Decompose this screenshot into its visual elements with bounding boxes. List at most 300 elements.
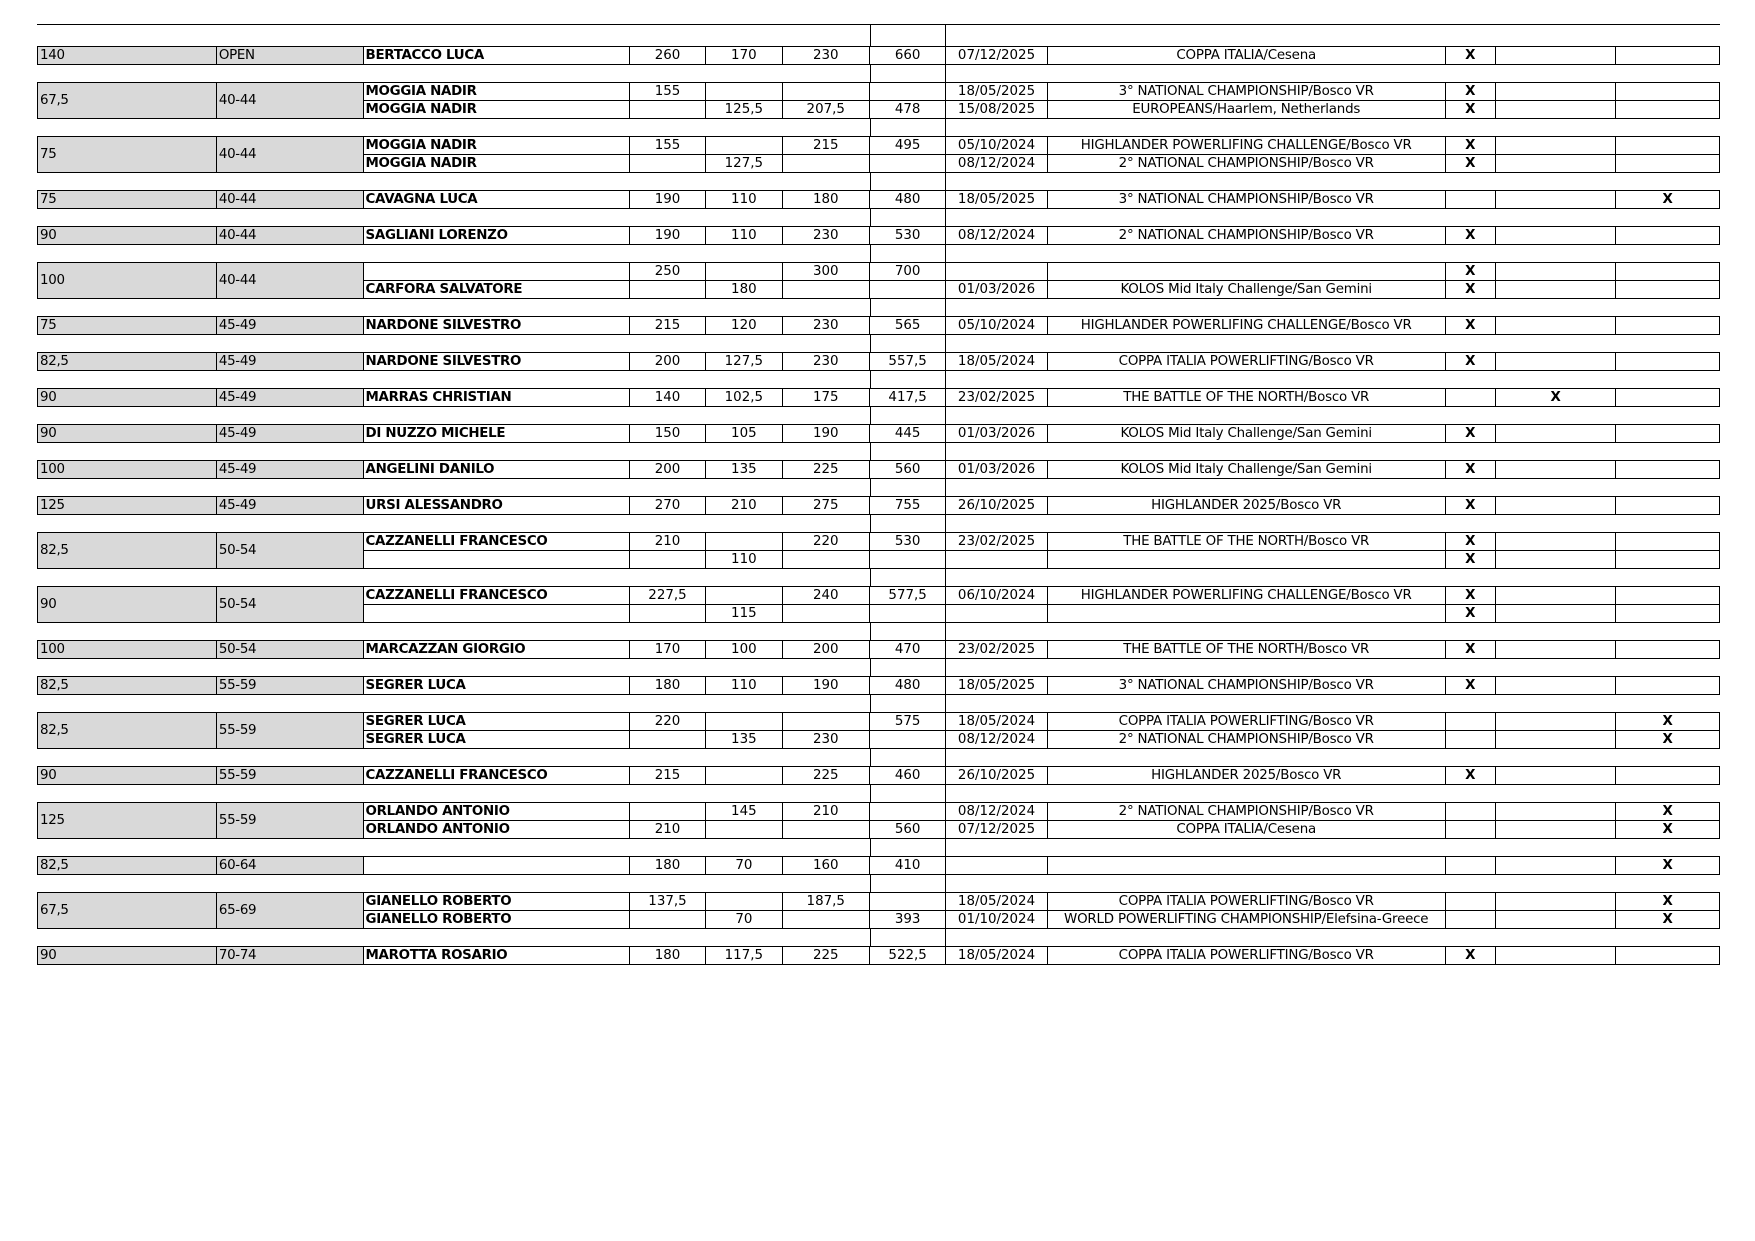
spacer-divider: [870, 173, 871, 190]
deadlift-value: 230: [782, 353, 869, 371]
athlete-name: CAVAGNA LUCA: [363, 191, 629, 209]
spacer-divider: [870, 623, 871, 640]
group-spacer: [37, 443, 1720, 460]
group-spacer: [37, 695, 1720, 712]
record-group: [37, 82, 1720, 119]
spacer-divider: [870, 479, 871, 496]
age-class: 60-64: [216, 857, 363, 875]
mark-col-1: [1445, 803, 1495, 821]
mark-col-1: [1445, 731, 1495, 749]
mark-col-2: [1495, 47, 1616, 65]
mark-col-3: [1616, 155, 1720, 173]
total-value: 417,5: [869, 389, 945, 407]
meet-date: [946, 605, 1047, 623]
spacer-divider: [945, 515, 946, 532]
group-spacer: [37, 569, 1720, 586]
mark-col-1: X: [1445, 641, 1495, 659]
deadlift-value: [782, 83, 869, 101]
spacer-divider: [945, 785, 946, 802]
table-row: [38, 587, 1720, 605]
squat-value: 215: [629, 317, 705, 335]
mark-col-3: [1616, 263, 1720, 281]
mark-col-2: [1495, 353, 1616, 371]
mark-col-3: [1616, 497, 1720, 515]
weight-class: 100: [38, 263, 217, 299]
mark-col-1: X: [1445, 317, 1495, 335]
total-value: 480: [869, 191, 945, 209]
meet-date: 15/08/2025: [946, 101, 1047, 119]
age-class: OPEN: [216, 47, 363, 65]
athlete-name: SEGRER LUCA: [363, 677, 629, 695]
squat-value: [629, 731, 705, 749]
bench-value: 127,5: [706, 353, 782, 371]
spacer-divider: [870, 515, 871, 532]
record-group: [37, 46, 1720, 65]
mark-col-1: X: [1445, 281, 1495, 299]
mark-col-2: [1495, 533, 1616, 551]
mark-col-3: [1616, 533, 1720, 551]
weight-class: 100: [38, 641, 217, 659]
mark-col-2: [1495, 101, 1616, 119]
age-class: 55-59: [216, 677, 363, 695]
age-class: 55-59: [216, 803, 363, 839]
squat-value: 137,5: [629, 893, 705, 911]
mark-col-3: X: [1616, 731, 1720, 749]
squat-value: 215: [629, 767, 705, 785]
age-class: 40-44: [216, 227, 363, 245]
athlete-name: DI NUZZO MICHELE: [363, 425, 629, 443]
athlete-name: [363, 857, 629, 875]
mark-col-2: X: [1495, 389, 1616, 407]
bench-value: 102,5: [706, 389, 782, 407]
age-class: 50-54: [216, 533, 363, 569]
record-group: [37, 676, 1720, 695]
bench-value: 180: [706, 281, 782, 299]
group-spacer: [37, 245, 1720, 262]
deadlift-value: 200: [782, 641, 869, 659]
record-group: [37, 352, 1720, 371]
competition-name: 3° NATIONAL CHAMPIONSHIP/Bosco VR: [1047, 191, 1445, 209]
total-value: 445: [869, 425, 945, 443]
weight-class: 67,5: [38, 83, 217, 119]
record-group: [37, 712, 1720, 749]
weight-class: 82,5: [38, 857, 217, 875]
squat-value: 270: [629, 497, 705, 515]
mark-col-3: [1616, 461, 1720, 479]
weight-class: 75: [38, 191, 217, 209]
meet-date: 18/05/2024: [946, 353, 1047, 371]
weight-class: 82,5: [38, 353, 217, 371]
spacer-divider: [945, 569, 946, 586]
deadlift-value: [782, 551, 869, 569]
age-class: 40-44: [216, 137, 363, 173]
total-value: 480: [869, 677, 945, 695]
total-value: 470: [869, 641, 945, 659]
mark-col-2: [1495, 155, 1616, 173]
meet-date: 18/05/2024: [946, 893, 1047, 911]
athlete-name: [363, 605, 629, 623]
squat-value: [629, 803, 705, 821]
squat-value: [629, 551, 705, 569]
athlete-name: CAZZANELLI FRANCESCO: [363, 533, 629, 551]
mark-col-3: [1616, 551, 1720, 569]
athlete-name: MARCAZZAN GIORGIO: [363, 641, 629, 659]
squat-value: 180: [629, 677, 705, 695]
group-spacer: [37, 749, 1720, 766]
mark-col-3: [1616, 353, 1720, 371]
competition-name: 3° NATIONAL CHAMPIONSHIP/Bosco VR: [1047, 677, 1445, 695]
mark-col-3: X: [1616, 713, 1720, 731]
squat-value: 227,5: [629, 587, 705, 605]
total-value: 560: [869, 821, 945, 839]
competition-name: COPPA ITALIA POWERLIFTING/Bosco VR: [1047, 353, 1445, 371]
mark-col-2: [1495, 227, 1616, 245]
mark-col-3: [1616, 101, 1720, 119]
spacer-divider: [870, 407, 871, 424]
record-group: [37, 226, 1720, 245]
mark-col-3: [1616, 317, 1720, 335]
mark-col-1: X: [1445, 461, 1495, 479]
group-spacer: [37, 875, 1720, 892]
group-spacer: [37, 623, 1720, 640]
total-value: 410: [869, 857, 945, 875]
record-group: [37, 388, 1720, 407]
mark-col-2: [1495, 551, 1616, 569]
weight-class: 125: [38, 497, 217, 515]
record-group: [37, 460, 1720, 479]
record-group: [37, 856, 1720, 875]
meet-date: 01/03/2026: [946, 461, 1047, 479]
competition-name: COPPA ITALIA POWERLIFTING/Bosco VR: [1047, 713, 1445, 731]
spacer-divider: [870, 209, 871, 226]
table-row: [38, 533, 1720, 551]
group-spacer: [37, 371, 1720, 388]
squat-value: 210: [629, 821, 705, 839]
squat-value: 200: [629, 461, 705, 479]
mark-col-2: [1495, 893, 1616, 911]
record-group: [37, 802, 1720, 839]
deadlift-value: 230: [782, 227, 869, 245]
meet-date: 26/10/2025: [946, 767, 1047, 785]
mark-col-1: X: [1445, 551, 1495, 569]
group-spacer: [37, 119, 1720, 136]
mark-col-3: [1616, 641, 1720, 659]
spacer-divider: [870, 299, 871, 316]
spacer-divider: [945, 173, 946, 190]
bench-value: 110: [706, 191, 782, 209]
competition-name: HIGHLANDER POWERLIFING CHALLENGE/Bosco VR: [1047, 587, 1445, 605]
total-value: 495: [869, 137, 945, 155]
mark-col-1: [1445, 911, 1495, 929]
competition-name: 2° NATIONAL CHAMPIONSHIP/Bosco VR: [1047, 731, 1445, 749]
meet-date: 18/05/2025: [946, 677, 1047, 695]
weight-class: 90: [38, 389, 217, 407]
total-value: [869, 731, 945, 749]
mark-col-1: X: [1445, 497, 1495, 515]
spacer-divider: [870, 569, 871, 586]
spacer-divider: [945, 443, 946, 460]
competition-name: COPPA ITALIA POWERLIFTING/Bosco VR: [1047, 947, 1445, 965]
deadlift-value: 230: [782, 731, 869, 749]
mark-col-2: [1495, 587, 1616, 605]
mark-col-3: X: [1616, 821, 1720, 839]
squat-value: [629, 605, 705, 623]
table-row: [38, 227, 1720, 245]
mark-col-1: [1445, 191, 1495, 209]
total-value: 755: [869, 497, 945, 515]
mark-col-2: [1495, 767, 1616, 785]
total-value: 660: [869, 47, 945, 65]
meet-date: [946, 263, 1047, 281]
total-value: [869, 551, 945, 569]
competition-name: KOLOS Mid Italy Challenge/San Gemini: [1047, 425, 1445, 443]
record-group: [37, 532, 1720, 569]
mark-col-3: [1616, 389, 1720, 407]
mark-col-3: [1616, 47, 1720, 65]
spacer-divider: [870, 659, 871, 676]
squat-value: 150: [629, 425, 705, 443]
spacer-divider: [870, 335, 871, 352]
mark-col-2: [1495, 191, 1616, 209]
mark-col-3: X: [1616, 911, 1720, 929]
deadlift-value: 175: [782, 389, 869, 407]
mark-col-2: [1495, 461, 1616, 479]
age-class: 45-49: [216, 317, 363, 335]
age-class: 45-49: [216, 353, 363, 371]
spacer-divider: [945, 407, 946, 424]
table-row: [38, 47, 1720, 65]
athlete-name: MOGGIA NADIR: [363, 155, 629, 173]
mark-col-3: X: [1616, 857, 1720, 875]
meet-date: 08/12/2024: [946, 155, 1047, 173]
table-row: [38, 767, 1720, 785]
bench-value: 117,5: [706, 947, 782, 965]
weight-class: 125: [38, 803, 217, 839]
group-spacer: [37, 335, 1720, 352]
athlete-name: NARDONE SILVESTRO: [363, 353, 629, 371]
header-rule: [37, 24, 1720, 46]
athlete-name: MAROTTA ROSARIO: [363, 947, 629, 965]
deadlift-value: 210: [782, 803, 869, 821]
age-class: 55-59: [216, 713, 363, 749]
total-value: 393: [869, 911, 945, 929]
squat-value: 210: [629, 533, 705, 551]
total-value: 460: [869, 767, 945, 785]
mark-col-2: [1495, 281, 1616, 299]
mark-col-1: X: [1445, 263, 1495, 281]
athlete-name: NARDONE SILVESTRO: [363, 317, 629, 335]
competition-name: KOLOS Mid Italy Challenge/San Gemini: [1047, 281, 1445, 299]
meet-date: 18/05/2024: [946, 713, 1047, 731]
mark-col-2: [1495, 857, 1616, 875]
bench-value: [706, 263, 782, 281]
deadlift-value: 180: [782, 191, 869, 209]
mark-col-3: X: [1616, 191, 1720, 209]
bench-value: 125,5: [706, 101, 782, 119]
athlete-name: GIANELLO ROBERTO: [363, 893, 629, 911]
table-row: [38, 641, 1720, 659]
mark-col-3: [1616, 767, 1720, 785]
deadlift-value: 230: [782, 317, 869, 335]
mark-col-2: [1495, 947, 1616, 965]
squat-value: [629, 911, 705, 929]
group-spacer: [37, 173, 1720, 190]
competition-name: THE BATTLE OF THE NORTH/Bosco VR: [1047, 533, 1445, 551]
spacer-divider: [945, 299, 946, 316]
meet-date: 07/12/2025: [946, 821, 1047, 839]
total-value: 478: [869, 101, 945, 119]
spacer-divider: [870, 65, 871, 82]
squat-value: 220: [629, 713, 705, 731]
spacer-divider: [945, 335, 946, 352]
deadlift-value: [782, 281, 869, 299]
competition-name: HIGHLANDER 2025/Bosco VR: [1047, 767, 1445, 785]
bench-value: 120: [706, 317, 782, 335]
record-group: [37, 892, 1720, 929]
record-group: [37, 640, 1720, 659]
table-row: [38, 353, 1720, 371]
athlete-name: CARFORA SALVATORE: [363, 281, 629, 299]
weight-class: 90: [38, 227, 217, 245]
mark-col-3: [1616, 677, 1720, 695]
age-class: 45-49: [216, 425, 363, 443]
table-row: [38, 263, 1720, 281]
athlete-name: SEGRER LUCA: [363, 713, 629, 731]
bench-value: 135: [706, 461, 782, 479]
table-row: [38, 947, 1720, 965]
mark-col-2: [1495, 803, 1616, 821]
record-group: [37, 946, 1720, 965]
athlete-name: ORLANDO ANTONIO: [363, 803, 629, 821]
total-value: 557,5: [869, 353, 945, 371]
athlete-name: MOGGIA NADIR: [363, 137, 629, 155]
table-row: [38, 425, 1720, 443]
deadlift-value: [782, 713, 869, 731]
total-value: [869, 803, 945, 821]
bench-value: 135: [706, 731, 782, 749]
mark-col-2: [1495, 137, 1616, 155]
meet-date: [946, 551, 1047, 569]
deadlift-value: [782, 821, 869, 839]
mark-col-2: [1495, 821, 1616, 839]
mark-col-1: X: [1445, 155, 1495, 173]
deadlift-value: 187,5: [782, 893, 869, 911]
table-row: [38, 677, 1720, 695]
deadlift-value: 225: [782, 767, 869, 785]
squat-value: 250: [629, 263, 705, 281]
deadlift-value: 190: [782, 677, 869, 695]
meet-date: 18/05/2025: [946, 83, 1047, 101]
athlete-name: MOGGIA NADIR: [363, 101, 629, 119]
record-group: [37, 766, 1720, 785]
competition-name: [1047, 551, 1445, 569]
mark-col-3: [1616, 425, 1720, 443]
group-spacer: [37, 209, 1720, 226]
record-group: [37, 136, 1720, 173]
competition-name: HIGHLANDER 2025/Bosco VR: [1047, 497, 1445, 515]
mark-col-1: X: [1445, 947, 1495, 965]
bench-value: [706, 587, 782, 605]
weight-class: 90: [38, 425, 217, 443]
meet-date: 08/12/2024: [946, 227, 1047, 245]
total-value: 522,5: [869, 947, 945, 965]
mark-col-3: [1616, 137, 1720, 155]
athlete-name: CAZZANELLI FRANCESCO: [363, 587, 629, 605]
meet-date: 06/10/2024: [946, 587, 1047, 605]
bench-value: 100: [706, 641, 782, 659]
weight-class: 140: [38, 47, 217, 65]
header-divider: [945, 24, 946, 46]
record-group: [37, 262, 1720, 299]
mark-col-1: [1445, 389, 1495, 407]
table-row: [38, 497, 1720, 515]
mark-col-1: X: [1445, 587, 1495, 605]
age-class: 50-54: [216, 587, 363, 623]
age-class: 70-74: [216, 947, 363, 965]
header-divider: [870, 24, 871, 46]
deadlift-value: 275: [782, 497, 869, 515]
meet-date: 01/03/2026: [946, 425, 1047, 443]
athlete-name: [363, 551, 629, 569]
spacer-divider: [870, 875, 871, 892]
weight-class: 82,5: [38, 713, 217, 749]
spacer-divider: [870, 119, 871, 136]
total-value: [869, 281, 945, 299]
total-value: 530: [869, 227, 945, 245]
squat-value: 155: [629, 83, 705, 101]
deadlift-value: [782, 605, 869, 623]
mark-col-1: X: [1445, 83, 1495, 101]
total-value: 577,5: [869, 587, 945, 605]
table-row: [38, 857, 1720, 875]
mark-col-1: X: [1445, 605, 1495, 623]
spacer-divider: [945, 929, 946, 946]
table-row: [38, 191, 1720, 209]
deadlift-value: 160: [782, 857, 869, 875]
age-class: 40-44: [216, 263, 363, 299]
deadlift-value: 190: [782, 425, 869, 443]
age-class: 45-49: [216, 389, 363, 407]
bench-value: 110: [706, 551, 782, 569]
group-spacer: [37, 299, 1720, 316]
total-value: 565: [869, 317, 945, 335]
meet-date: 05/10/2024: [946, 317, 1047, 335]
competition-name: EUROPEANS/Haarlem, Netherlands: [1047, 101, 1445, 119]
bench-value: 170: [706, 47, 782, 65]
age-class: 45-49: [216, 461, 363, 479]
spacer-divider: [945, 695, 946, 712]
athlete-name: ANGELINI DANILO: [363, 461, 629, 479]
spacer-divider: [870, 443, 871, 460]
group-spacer: [37, 479, 1720, 496]
squat-value: 180: [629, 947, 705, 965]
meet-date: 08/12/2024: [946, 731, 1047, 749]
mark-col-1: X: [1445, 425, 1495, 443]
meet-date: 23/02/2025: [946, 389, 1047, 407]
deadlift-value: 215: [782, 137, 869, 155]
mark-col-2: [1495, 425, 1616, 443]
bench-value: [706, 83, 782, 101]
bench-value: 70: [706, 911, 782, 929]
mark-col-3: [1616, 83, 1720, 101]
mark-col-2: [1495, 677, 1616, 695]
bench-value: 70: [706, 857, 782, 875]
athlete-name: SAGLIANI LORENZO: [363, 227, 629, 245]
competition-name: [1047, 857, 1445, 875]
mark-col-2: [1495, 911, 1616, 929]
mark-col-3: [1616, 947, 1720, 965]
athlete-name: CAZZANELLI FRANCESCO: [363, 767, 629, 785]
